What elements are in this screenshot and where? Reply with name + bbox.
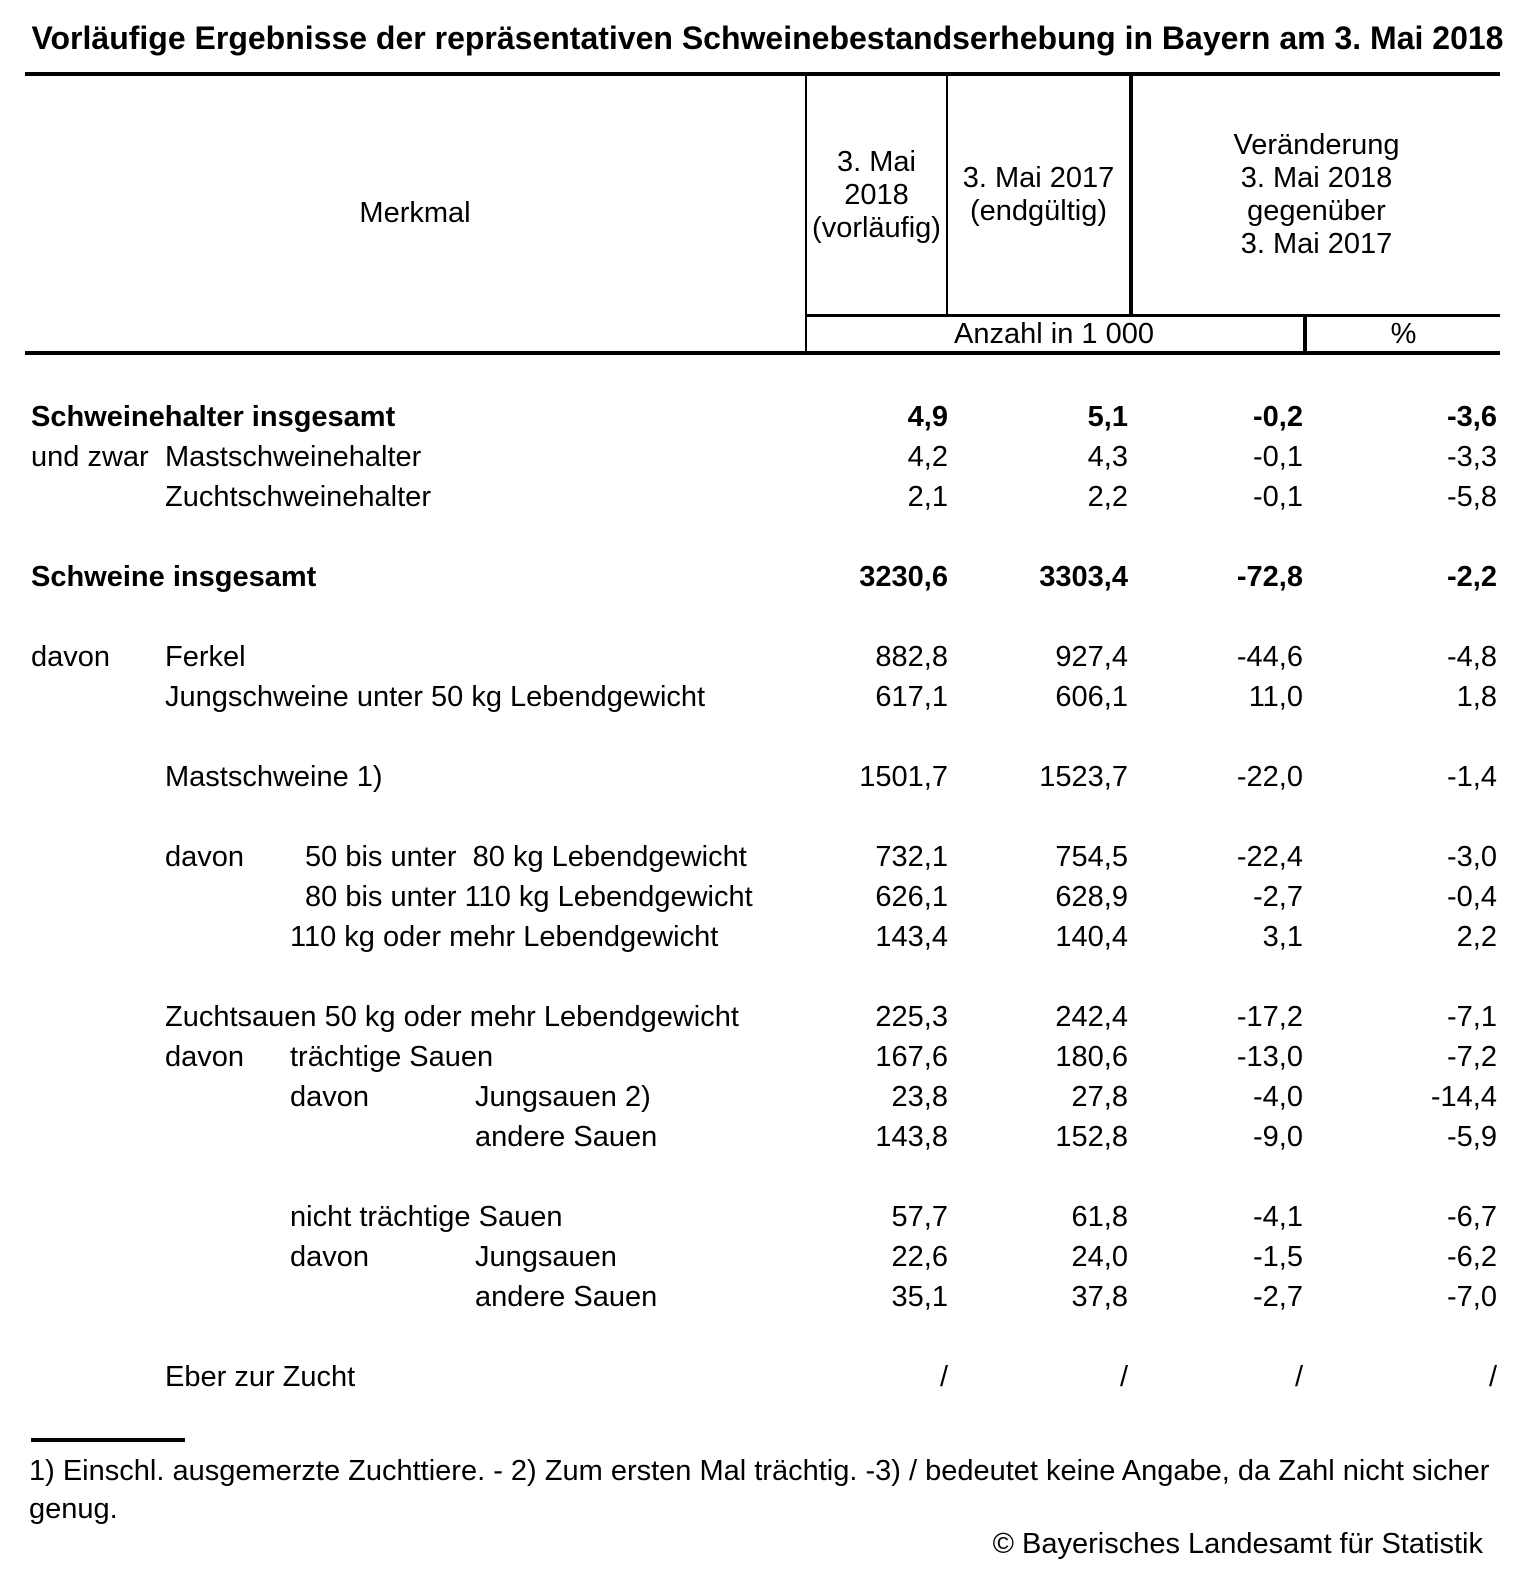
value-cell: -22,4 (1236, 841, 1303, 873)
page-title: Vorläufige Ergebnisse der repräsentativen Schweinebestandserhebung in Bayern am 3. Mai 2018 (31, 20, 1504, 56)
value-cell: 3,1 (1262, 921, 1303, 953)
table-row (25, 1197, 1500, 1237)
row-label: Jungsauen 2) (475, 1081, 651, 1113)
footnote-text: 1) Einschl. ausgemerzte Zuchttiere. - 2) Zum ersten Mal trächtig. -3) / bedeutet keine Angabe, da Zahl nicht sicher genug. (29, 1455, 1490, 1525)
value-cell: 152,8 (1055, 1121, 1128, 1153)
value-cell: -7,1 (1447, 1001, 1497, 1033)
value-cell: 1523,7 (1039, 761, 1128, 793)
value-cell: 1,8 (1456, 681, 1497, 713)
value-cell: -4,8 (1447, 641, 1497, 673)
row-prefix-label: und zwar (31, 441, 149, 473)
value-cell: -0,2 (1253, 401, 1303, 433)
value-cell: 1501,7 (859, 761, 948, 793)
row-label: Zuchtsauen 50 kg oder mehr Lebendgewicht (165, 1001, 739, 1033)
value-cell: -17,2 (1236, 1001, 1303, 1033)
value-cell: -2,7 (1253, 881, 1303, 913)
value-cell: 143,4 (875, 921, 948, 953)
value-cell: -22,0 (1236, 761, 1303, 793)
value-cell: 27,8 (1071, 1081, 1128, 1113)
row-label: Schweine insgesamt (31, 561, 317, 593)
value-cell: -3,3 (1447, 441, 1497, 473)
value-cell: 180,6 (1055, 1041, 1128, 1073)
table-row (25, 1277, 1500, 1317)
value-cell: -14,4 (1430, 1081, 1497, 1113)
value-cell: 61,8 (1071, 1201, 1128, 1233)
row-label: Zuchtschweinehalter (165, 481, 431, 513)
value-cell: -2,7 (1253, 1281, 1303, 1313)
header-col-change: Veränderung 3. Mai 2018 gegenüber 3. Mai 2017 (1233, 129, 1400, 260)
value-cell: -2,2 (1447, 561, 1497, 593)
table-body (25, 355, 1500, 1397)
value-cell: 167,6 (875, 1041, 948, 1073)
table-row (25, 1037, 1500, 1077)
table-row (25, 1357, 1500, 1397)
table-row (25, 1237, 1500, 1277)
value-cell: -7,2 (1447, 1041, 1497, 1073)
table-row (25, 437, 1500, 477)
value-cell: 225,3 (875, 1001, 948, 1033)
footnote-rule (31, 1438, 185, 1442)
row-label: Mastschweinehalter (165, 441, 422, 473)
header-merkmal: Merkmal (359, 197, 471, 229)
value-cell: 3303,4 (1039, 561, 1128, 593)
table-row (25, 637, 1500, 677)
value-cell: 882,8 (875, 641, 948, 673)
value-cell: / (1488, 1361, 1497, 1393)
row-label: trächtige Sauen (290, 1041, 494, 1073)
value-cell: 3230,6 (859, 561, 948, 593)
value-cell: 140,4 (1055, 921, 1128, 953)
row-label: 50 bis unter 80 kg Lebendgewicht (305, 841, 747, 873)
value-cell: 626,1 (875, 881, 948, 913)
value-cell: -6,7 (1447, 1201, 1497, 1233)
row-label: Schweinehalter insgesamt (31, 401, 396, 433)
value-cell: 927,4 (1055, 641, 1128, 673)
value-cell: 2,2 (1087, 481, 1128, 513)
statistics-table (25, 72, 1500, 1397)
value-cell: 2,1 (907, 481, 948, 513)
row-label: 80 bis unter 110 kg Lebendgewicht (305, 881, 753, 913)
value-cell: -0,1 (1253, 481, 1303, 513)
row-prefix-label: davon (165, 841, 245, 873)
table-spacer-row (25, 717, 1500, 757)
value-cell: -0,1 (1253, 441, 1303, 473)
value-cell: -0,4 (1447, 881, 1497, 913)
row-label: Jungschweine unter 50 kg Lebendgewicht (165, 681, 706, 713)
row-label: nicht trächtige Sauen (290, 1201, 563, 1233)
value-cell: 57,7 (891, 1201, 948, 1233)
value-cell: 2,2 (1456, 921, 1497, 953)
row-label: andere Sauen (475, 1121, 658, 1153)
row-label: 110 kg oder mehr Lebendgewicht (290, 921, 719, 953)
value-cell: -3,0 (1447, 841, 1497, 873)
value-cell: 606,1 (1055, 681, 1128, 713)
row-label: Ferkel (165, 641, 246, 673)
table-row (25, 757, 1500, 797)
header-unit-count: Anzahl in 1 000 (954, 318, 1154, 350)
value-cell: -6,2 (1447, 1241, 1497, 1273)
row-prefix-label: davon (31, 641, 111, 673)
value-cell: 24,0 (1071, 1241, 1128, 1273)
value-cell: 754,5 (1055, 841, 1128, 873)
value-cell: 4,2 (907, 441, 948, 473)
value-cell: -1,5 (1253, 1241, 1303, 1273)
table-spacer-row (25, 597, 1500, 637)
value-cell: -4,0 (1253, 1081, 1303, 1113)
row-label: andere Sauen (475, 1281, 658, 1313)
value-cell: 11,0 (1248, 681, 1303, 713)
table-spacer-row (25, 1157, 1500, 1197)
table-spacer-row (25, 1317, 1500, 1357)
table-row (25, 917, 1500, 957)
value-cell: 22,6 (891, 1241, 948, 1273)
value-cell: 4,3 (1087, 441, 1128, 473)
table-row (25, 837, 1500, 877)
table-row (25, 1077, 1500, 1117)
header-col-2018: 3. Mai 2018 (vorläufig) (812, 145, 941, 244)
value-cell: 143,8 (875, 1121, 948, 1153)
table-row (25, 677, 1500, 717)
table-row (25, 557, 1500, 597)
value-cell: -5,9 (1447, 1121, 1497, 1153)
value-cell: -72,8 (1236, 561, 1303, 593)
header-unit-percent: % (1390, 318, 1417, 350)
value-cell: 35,1 (891, 1281, 948, 1313)
value-cell: -44,6 (1236, 641, 1303, 673)
value-cell: 5,1 (1087, 401, 1128, 433)
value-cell: -1,4 (1447, 761, 1497, 793)
table-row (25, 1117, 1500, 1157)
value-cell: 4,9 (907, 401, 948, 433)
value-cell: -9,0 (1253, 1121, 1303, 1153)
value-cell: 732,1 (875, 841, 948, 873)
table-spacer-row (25, 517, 1500, 557)
value-cell: 628,9 (1055, 881, 1128, 913)
value-cell: / (1119, 1361, 1128, 1393)
value-cell: -13,0 (1236, 1041, 1303, 1073)
row-label: Jungsauen (475, 1241, 617, 1273)
table-row (25, 997, 1500, 1037)
copyright-notice: © Bayerisches Landesamt für Statistik (992, 1528, 1483, 1560)
table-spacer-row (25, 957, 1500, 997)
value-cell: -7,0 (1447, 1281, 1497, 1313)
value-cell: 23,8 (891, 1081, 948, 1113)
row-label: Eber zur Zucht (165, 1361, 356, 1393)
value-cell: -4,1 (1253, 1201, 1303, 1233)
value-cell: -5,8 (1447, 481, 1497, 513)
value-cell: 242,4 (1055, 1001, 1128, 1033)
value-cell: / (1294, 1361, 1303, 1393)
table-row (25, 397, 1500, 437)
table-row (25, 477, 1500, 517)
value-cell: 37,8 (1071, 1281, 1128, 1313)
row-prefix-label: davon (165, 1041, 245, 1073)
row-label: Mastschweine 1) (165, 761, 383, 793)
value-cell: -3,6 (1447, 401, 1497, 433)
value-cell: 617,1 (875, 681, 948, 713)
row-prefix-label: davon (290, 1241, 370, 1273)
row-prefix-label: davon (290, 1081, 370, 1113)
header-col-2017: 3. Mai 2017 (endgültig) (962, 162, 1115, 227)
table-row (25, 877, 1500, 917)
table-header (25, 72, 1500, 355)
value-cell: / (939, 1361, 948, 1393)
table-spacer-row (25, 797, 1500, 837)
